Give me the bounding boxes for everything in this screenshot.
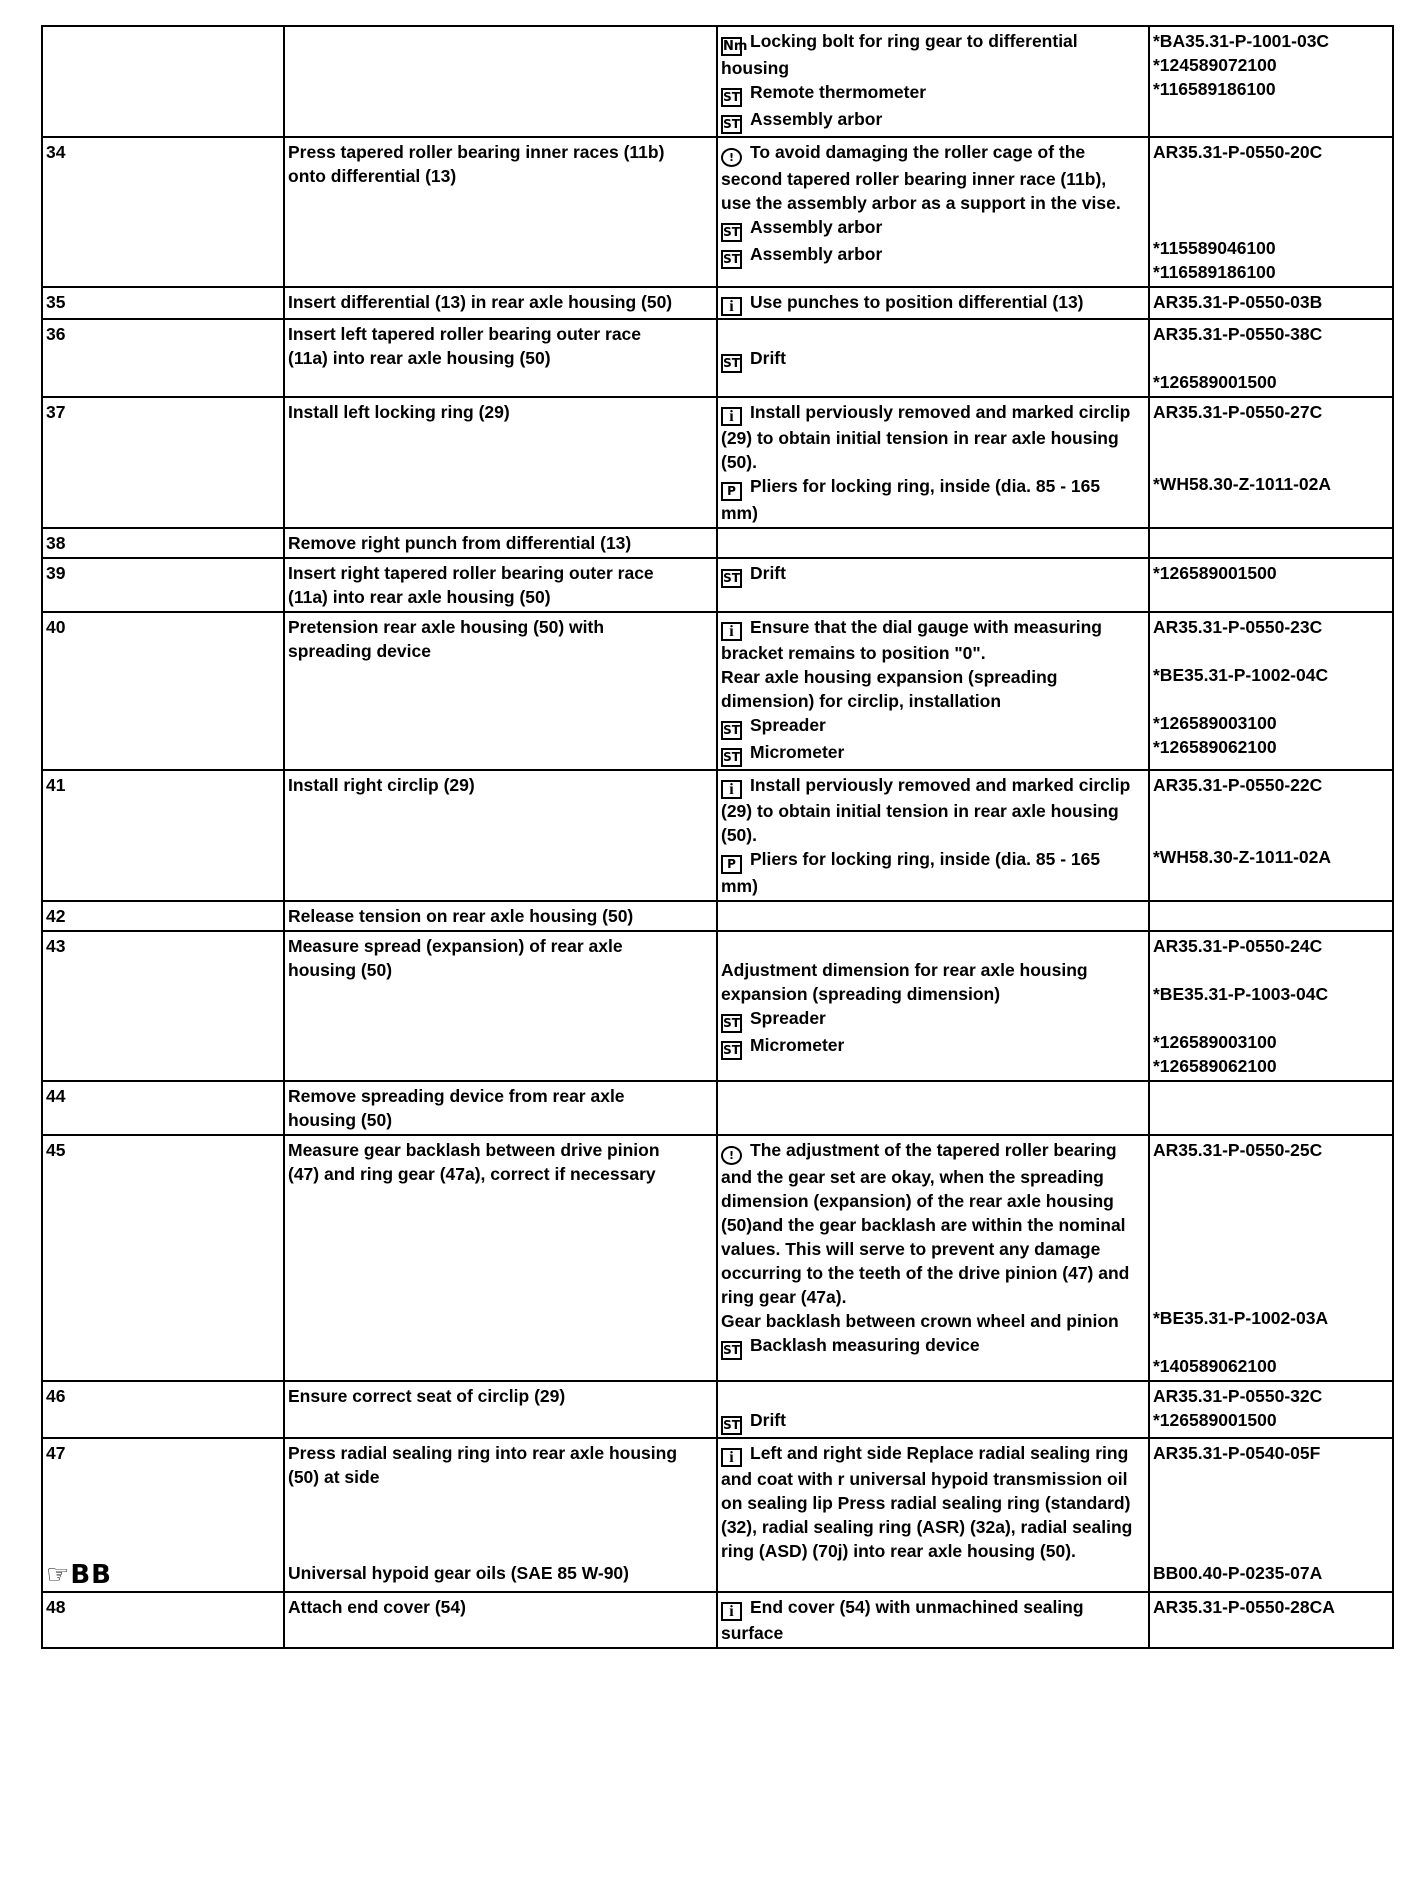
- step-number: 46: [46, 1386, 66, 1406]
- note-item: [721, 474, 1145, 525]
- action-text: Release tension on rear axle housing (50): [288, 906, 634, 926]
- step-number-cell: [42, 1381, 284, 1438]
- table-row: [42, 901, 1393, 931]
- reference-code: [1153, 1210, 1389, 1234]
- info-icon: i: [721, 1602, 742, 1621]
- reference-code: BB00.40-P-0235-07A: [1153, 1563, 1323, 1583]
- action-cell: [284, 1438, 717, 1592]
- pliers-tool-icon: P: [721, 855, 742, 874]
- action-cell: [284, 26, 717, 137]
- table-row: [42, 770, 1393, 901]
- reference-code: [1153, 1513, 1389, 1537]
- note-text: Rear axle housing expansion (spreading dimension) for circlip, installation: [721, 667, 1058, 711]
- reference-code: *BE35.31-P-1002-04C: [1153, 665, 1329, 685]
- action-text: [288, 1513, 713, 1537]
- special-tool-icon: ST: [721, 1041, 742, 1060]
- action-cell: [284, 931, 717, 1081]
- action-text: Measure gear backlash between drive pinion: [288, 1140, 660, 1160]
- reference-code: *126589003100: [1153, 713, 1277, 733]
- note-item: [721, 1309, 1145, 1333]
- reference-code: [1153, 1006, 1389, 1030]
- step-number-cell: [42, 528, 284, 558]
- note-item: [721, 561, 1145, 588]
- reference-code: [1153, 424, 1389, 448]
- note-item: [721, 615, 1145, 665]
- action-cell: [284, 287, 717, 319]
- note-text: Assembly arbor: [750, 244, 883, 264]
- info-icon: i: [721, 780, 742, 799]
- reference-code: *BA35.31-P-1001-03C: [1153, 31, 1330, 51]
- reference-cell: [1149, 397, 1393, 528]
- reference-code: *140589062100: [1153, 1356, 1277, 1376]
- note-item: [721, 958, 1145, 1006]
- action-text: Insert differential (13) in rear axle housing (50): [288, 292, 673, 312]
- notes-cell: [717, 1135, 1149, 1381]
- step-number-cell: [42, 137, 284, 287]
- notes-cell: [717, 528, 1149, 558]
- action-text: (11a) into rear axle housing (50): [288, 587, 551, 607]
- reference-marker-label: BB: [70, 1560, 112, 1590]
- note-item: [721, 1408, 1145, 1435]
- note-item: [721, 322, 1145, 346]
- note-text: Locking bolt for ring gear to differential housing: [721, 31, 1078, 78]
- action-cell: [284, 901, 717, 931]
- reference-code: [1153, 1537, 1389, 1561]
- action-text: (11a) into rear axle housing (50): [288, 348, 551, 368]
- note-item: [721, 1384, 1145, 1408]
- table-row: [42, 397, 1393, 528]
- reference-code: [1153, 821, 1389, 845]
- reference-code: AR35.31-P-0550-20C: [1153, 142, 1323, 162]
- reference-cell: [1149, 901, 1393, 931]
- note-text: Pliers for locking ring, inside (dia. 85 - 165 mm): [721, 849, 1101, 896]
- reference-code: [1153, 212, 1389, 236]
- reference-cell: [1149, 612, 1393, 770]
- action-text: Install right circlip (29): [288, 775, 475, 795]
- note-text: Ensure that the dial gauge with measuring bracket remains to position "0".: [721, 617, 1102, 663]
- note-text: Install pervіously removed and marked circlip (29) to obtain initial tension in rear axle housing (50).: [721, 402, 1131, 472]
- action-text: Measure spread (expansion) of rear axle: [288, 936, 623, 956]
- action-text: Attach end cover (54): [288, 1597, 466, 1617]
- table-row: [42, 287, 1393, 319]
- special-tool-icon: ST: [721, 88, 742, 107]
- special-tool-icon: ST: [721, 115, 742, 134]
- action-text: Remove spreading device from rear axle: [288, 1086, 625, 1106]
- step-number-cell: [42, 770, 284, 901]
- action-cell: [284, 319, 717, 397]
- reference-code: *BE35.31-P-1002-03A: [1153, 1308, 1329, 1328]
- reference-code: *WH58.30-Z-1011-02A: [1153, 847, 1331, 867]
- reference-cell: [1149, 558, 1393, 612]
- note-text: Assembly arbor: [750, 109, 883, 129]
- special-tool-icon: ST: [721, 721, 742, 740]
- step-number: 43: [46, 936, 66, 956]
- table-row: [42, 1081, 1393, 1135]
- reference-code: [1153, 1186, 1389, 1210]
- note-item: [721, 934, 1145, 958]
- reference-code: AR35.31-P-0550-25C: [1153, 1140, 1323, 1160]
- reference-code: *116589186100: [1153, 262, 1276, 282]
- reference-code: [1153, 639, 1389, 663]
- step-number: 47: [46, 1443, 66, 1463]
- reference-cell: [1149, 1135, 1393, 1381]
- action-cell: [284, 558, 717, 612]
- special-tool-icon: ST: [721, 223, 742, 242]
- note-item: [721, 740, 1145, 767]
- note-item: [721, 29, 1145, 80]
- reference-code: *BE35.31-P-1003-04C: [1153, 984, 1329, 1004]
- action-text: onto differential (13): [288, 166, 457, 186]
- table-row: [42, 1135, 1393, 1381]
- step-number: 36: [46, 324, 66, 344]
- reference-code: *126589001500: [1153, 372, 1277, 392]
- special-tool-icon: ST: [721, 250, 742, 269]
- action-cell: [284, 528, 717, 558]
- step-number-cell: [42, 931, 284, 1081]
- note-text: Left and right side Replace radial sealing ring and coat with r universal hypoid transmission oil on sealing lip Press radial sealing ring (standard) (32), radial sealing ring (ASR) (32a), radial sealing ring (ASD) (70j) into rear axle housing (50).: [721, 1443, 1133, 1561]
- table-row: [42, 319, 1393, 397]
- action-cell: [284, 1135, 717, 1381]
- reference-cell: [1149, 137, 1393, 287]
- notes-cell: [717, 1438, 1149, 1592]
- step-number-cell: [42, 558, 284, 612]
- reference-code: *126589062100: [1153, 737, 1277, 757]
- step-number: 48: [46, 1597, 66, 1617]
- action-text: Universal hypoid gear oils (SAE 85 W-90): [288, 1563, 629, 1583]
- reference-code: AR35.31-P-0550-22C: [1153, 775, 1323, 795]
- procedure-table: [41, 25, 1374, 1649]
- step-number: 35: [46, 292, 66, 312]
- note-item: [721, 242, 1145, 269]
- action-cell: [284, 397, 717, 528]
- note-text: Install pervіously removed and marked circlip (29) to obtain initial tension in rear axle housing (50).: [721, 775, 1131, 845]
- reference-code: *126589001500: [1153, 1410, 1277, 1430]
- notes-cell: [717, 137, 1149, 287]
- action-text: Insert right tapered roller bearing outer race: [288, 563, 654, 583]
- reference-code: AR35.31-P-0550-32C: [1153, 1386, 1323, 1406]
- notes-cell: [717, 1381, 1149, 1438]
- note-item: [721, 107, 1145, 134]
- info-icon: i: [721, 297, 742, 316]
- action-text: Press tapered roller bearing inner races (11b): [288, 142, 665, 162]
- reference-cell: [1149, 26, 1393, 137]
- note-item: [721, 1441, 1145, 1563]
- note-item: [721, 290, 1145, 316]
- notes-cell: [717, 26, 1149, 137]
- note-text: Pliers for locking ring, inside (dia. 85 - 165 mm): [721, 476, 1101, 523]
- reference-code: [1153, 1489, 1389, 1513]
- step-number-cell: [42, 1438, 284, 1592]
- note-text: Micrometer: [750, 742, 845, 762]
- special-tool-icon: ST: [721, 1341, 742, 1360]
- reference-cell: [1149, 931, 1393, 1081]
- reference-code: [1153, 1282, 1389, 1306]
- action-text: housing (50): [288, 960, 393, 980]
- step-number: 40: [46, 617, 66, 637]
- step-number: 42: [46, 906, 66, 926]
- reference-code: [1153, 346, 1389, 370]
- step-number-cell: [42, 287, 284, 319]
- action-text: (47) and ring gear (47a), correct if necessary: [288, 1164, 656, 1184]
- reference-cell: [1149, 287, 1393, 319]
- action-text: spreading device: [288, 641, 431, 661]
- notes-cell: [717, 901, 1149, 931]
- pointing-hand-icon: ☞: [46, 1560, 71, 1590]
- note-item: [721, 346, 1145, 373]
- step-number: 37: [46, 402, 66, 422]
- info-icon: i: [721, 407, 742, 426]
- reference-code: [1153, 687, 1389, 711]
- notes-cell: [717, 1081, 1149, 1135]
- action-text: Insert left tapered roller bearing outer race: [288, 324, 642, 344]
- action-cell: [284, 137, 717, 287]
- note-item: [721, 1138, 1145, 1309]
- info-icon: i: [721, 1448, 742, 1467]
- reference-code: *115589046100: [1153, 238, 1276, 258]
- reference-code: [1153, 1162, 1389, 1186]
- reference-cell: [1149, 319, 1393, 397]
- step-number-cell: [42, 397, 284, 528]
- step-number: 44: [46, 1086, 66, 1106]
- info-icon: i: [721, 622, 742, 641]
- reference-code: [1153, 1234, 1389, 1258]
- note-text: Assembly arbor: [750, 217, 883, 237]
- procedure-table-body: [42, 26, 1393, 1648]
- action-cell: [284, 612, 717, 770]
- notes-cell: [717, 1592, 1149, 1648]
- notes-cell: [717, 319, 1149, 397]
- table-row: [42, 612, 1393, 770]
- note-item: [721, 773, 1145, 847]
- reference-cell: [1149, 1438, 1393, 1592]
- reference-code: [1153, 797, 1389, 821]
- note-text: Remote thermometer: [750, 82, 927, 102]
- step-number: 41: [46, 775, 66, 795]
- note-text: Backlash measuring device: [750, 1335, 980, 1355]
- reference-code: [1153, 164, 1389, 188]
- table-row: [42, 528, 1393, 558]
- reference-code: *WH58.30-Z-1011-02A: [1153, 474, 1331, 494]
- notes-cell: [717, 612, 1149, 770]
- note-item: [721, 665, 1145, 713]
- note-item: [721, 1595, 1145, 1645]
- special-tool-icon: ST: [721, 748, 742, 767]
- action-text: Press radial sealing ring into rear axle housing: [288, 1443, 678, 1463]
- pliers-tool-icon: P: [721, 482, 742, 501]
- reference-marker: [46, 1561, 280, 1589]
- action-text: Remove right punch from differential (13): [288, 533, 632, 553]
- caution-icon: !: [721, 148, 742, 167]
- notes-cell: [717, 287, 1149, 319]
- note-text: Spreader: [750, 1008, 826, 1028]
- reference-code: AR35.31-P-0550-28CA: [1153, 1597, 1335, 1617]
- action-cell: [284, 1081, 717, 1135]
- note-text: Gear backlash between crown wheel and pinion: [721, 1311, 1119, 1331]
- notes-cell: [717, 931, 1149, 1081]
- action-text: housing (50): [288, 1110, 393, 1130]
- action-text: [288, 1489, 713, 1513]
- note-item: [721, 1006, 1145, 1033]
- step-number-cell: [42, 1081, 284, 1135]
- note-text: The adjustment of the tapered roller bearing and the gear set are okay, when the spreading dimension (expansion) of the rear axle housing (50)and the gear backlash are within the nominal values. This will serve to prevent any damage occurring to the teeth of the drive pinion (47) and ring gear (47a).: [721, 1140, 1130, 1307]
- note-text: Adjustment dimension for rear axle housing expansion (spreading dimension): [721, 960, 1088, 1004]
- table-row: [42, 931, 1393, 1081]
- reference-code: AR35.31-P-0550-03B: [1153, 292, 1323, 312]
- action-text: (50) at side: [288, 1467, 380, 1487]
- action-text: Ensure correct seat of circlip (29): [288, 1386, 566, 1406]
- reference-cell: [1149, 770, 1393, 901]
- note-item: [721, 713, 1145, 740]
- action-text: Pretension rear axle housing (50) with: [288, 617, 605, 637]
- action-cell: [284, 770, 717, 901]
- note-item: [721, 1333, 1145, 1360]
- reference-code: *126589001500: [1153, 563, 1277, 583]
- reference-code: [1153, 448, 1389, 472]
- reference-code: AR35.31-P-0550-38C: [1153, 324, 1323, 344]
- action-text: [288, 1537, 713, 1561]
- step-number: 45: [46, 1140, 66, 1160]
- note-text: Drift: [750, 348, 786, 368]
- table-row: [42, 1438, 1393, 1592]
- special-tool-icon: ST: [721, 354, 742, 373]
- note-item: [721, 215, 1145, 242]
- note-text: End cover (54) with unmachined sealing surface: [721, 1597, 1084, 1643]
- table-row: [42, 137, 1393, 287]
- step-number-cell: [42, 1592, 284, 1648]
- step-number: 39: [46, 563, 66, 583]
- step-number-cell: [42, 612, 284, 770]
- action-cell: [284, 1592, 717, 1648]
- note-item: [721, 140, 1145, 215]
- notes-cell: [717, 770, 1149, 901]
- reference-code: [1153, 1330, 1389, 1354]
- reference-code: AR35.31-P-0550-24C: [1153, 936, 1323, 956]
- table-row: [42, 26, 1393, 137]
- caution-icon: !: [721, 1146, 742, 1165]
- special-tool-icon: ST: [721, 569, 742, 588]
- notes-cell: [717, 558, 1149, 612]
- note-text: Use punches to position differential (13): [750, 292, 1084, 312]
- reference-code: [1153, 188, 1389, 212]
- table-row: [42, 1592, 1393, 1648]
- torque-icon: Nm: [723, 39, 748, 54]
- step-number-cell: [42, 26, 284, 137]
- notes-cell: [717, 397, 1149, 528]
- step-number-cell: [42, 319, 284, 397]
- table-row: [42, 558, 1393, 612]
- reference-code: [1153, 1258, 1389, 1282]
- reference-code: *124589072100: [1153, 55, 1277, 75]
- note-item: [721, 847, 1145, 898]
- note-text: Spreader: [750, 715, 826, 735]
- reference-code: [1153, 1465, 1389, 1489]
- special-tool-icon: ST: [721, 1014, 742, 1033]
- reference-cell: [1149, 1592, 1393, 1648]
- note-text: To avoid damaging the roller cage of the second tapered roller bearing inner race (11b), use the assembly arbor as a support in the vise.: [721, 142, 1121, 213]
- note-text: Drift: [750, 563, 786, 583]
- step-number: 38: [46, 533, 66, 553]
- reference-code: [1153, 958, 1389, 982]
- reference-code: AR35.31-P-0550-23C: [1153, 617, 1323, 637]
- note-item: [721, 80, 1145, 107]
- reference-code: *116589186100: [1153, 79, 1276, 99]
- reference-code: AR35.31-P-0540-05F: [1153, 1443, 1321, 1463]
- reference-cell: [1149, 1081, 1393, 1135]
- reference-cell: [1149, 1381, 1393, 1438]
- note-item: [721, 400, 1145, 474]
- action-cell: [284, 1381, 717, 1438]
- action-text: Install left locking ring (29): [288, 402, 510, 422]
- note-text: Micrometer: [750, 1035, 845, 1055]
- reference-code: *126589003100: [1153, 1032, 1277, 1052]
- step-number-cell: [42, 1135, 284, 1381]
- reference-code: AR35.31-P-0550-27C: [1153, 402, 1323, 422]
- reference-cell: [1149, 528, 1393, 558]
- note-item: [721, 1033, 1145, 1060]
- spacer: [46, 1465, 280, 1561]
- table-row: [42, 1381, 1393, 1438]
- step-number-cell: [42, 901, 284, 931]
- step-number: 34: [46, 142, 66, 162]
- reference-code: *126589062100: [1153, 1056, 1277, 1076]
- note-text: Drift: [750, 1410, 786, 1430]
- special-tool-icon: ST: [721, 1416, 742, 1435]
